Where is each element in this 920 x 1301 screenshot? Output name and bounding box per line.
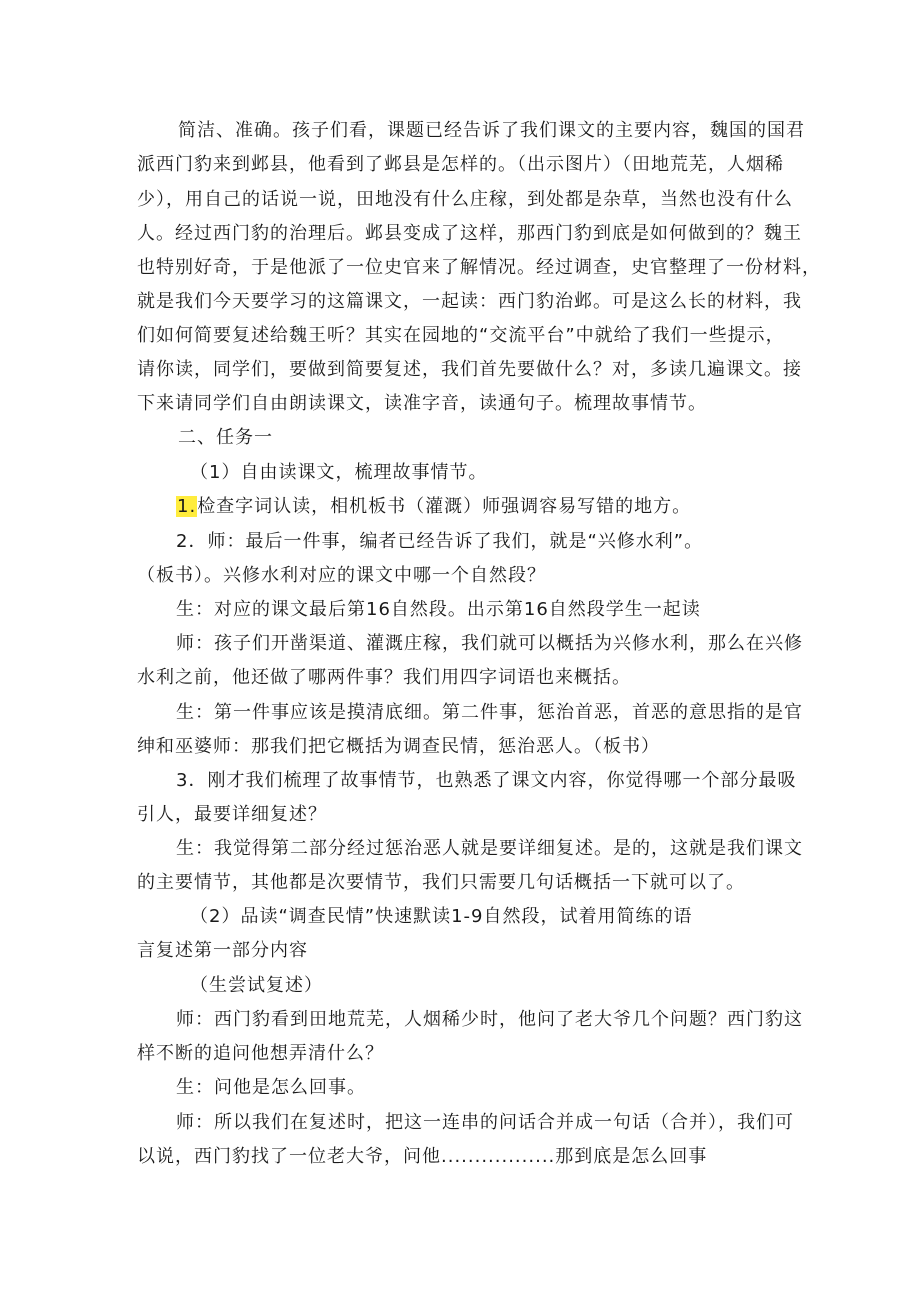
student-answer: 的主要情节，其他都是次要情节，我们只需要几句话概括一下就可以了。	[137, 872, 745, 893]
subsection-1-title: （1）自由读课文，梳理故事情节。	[190, 462, 488, 483]
paragraph-line: 请你读，同学们，要做到简要复述，我们首先要做什么？对，多读几遍课文。接	[137, 359, 802, 380]
item-1	[176, 494, 691, 520]
item-2-line: （板书）。兴修水利对应的课文中哪一个自然段？	[137, 565, 546, 586]
item-3-line: 引人，最要详细复述？	[137, 804, 327, 825]
paragraph-line: 就是我们今天要学习的这篇课文，一起读：西门豹治邺。可是这么长的材料，我	[137, 291, 802, 312]
teacher-line: 样不断的追问他想弄清什么？	[137, 1043, 384, 1064]
paragraph-line: 少），用自己的话说一说，田地没有什么庄稼，到处都是杂草，当然也没有什么	[137, 189, 793, 210]
paragraph-line: 简洁、准确。孩子们看，课题已经告诉了我们课文的主要内容，魏国的国君	[178, 120, 805, 141]
section-heading: 二、任务一	[178, 427, 273, 448]
teacher-line: 以说，西门豹找了一位老大爷，问他.................那到底是怎么回事	[137, 1146, 708, 1167]
subsection-2-title: （2）品读“调查民情”快速默读1-9自然段，试着用简练的语	[190, 906, 693, 927]
student-try-note: （生尝试复述）	[190, 975, 323, 996]
teacher-line: 师：西门豹看到田地荒芜，人烟稀少时，他问了老大爷几个问题？西门豹这	[176, 1009, 803, 1030]
paragraph-line: 下来请同学们自由朗读课文，读准字音，读通句子。梳理故事情节。	[137, 393, 707, 414]
student-answer: 生：第一件事应该是摸清底细。第二件事，惩治首恶，首恶的意思指的是官	[176, 702, 803, 723]
item-3-line: 3．刚才我们梳理了故事情节，也熟悉了课文内容，你觉得哪一个部分最吸	[176, 770, 797, 791]
item-2-line: 2．师：最后一件事，编者已经告诉了我们，就是“兴修水利”。	[176, 531, 704, 552]
paragraph-line: 也特别好奇，于是他派了一位史官来了解情况。经过调查，史官整理了一份材料，	[137, 257, 821, 278]
item-1-text: 检查字词认读，相机板书（灌溉）师强调容易写错的地方。	[197, 496, 692, 517]
student-answer: 生：问他是怎么回事。	[176, 1077, 366, 1098]
student-answer: 生：我觉得第二部分经过惩治恶人就是要详细复述。是的，这就是我们课文	[176, 838, 803, 859]
subsection-2-title: 言复述第一部分内容	[137, 940, 308, 961]
item-1-number: 1.	[177, 496, 197, 517]
paragraph-line: 人。经过西门豹的治理后。邺县变成了这样，那西门豹到底是如何做到的？魏王	[137, 223, 802, 244]
student-answer: 生：对应的课文最后第16自然段。出示第16自然段学生一起读	[176, 599, 701, 620]
teacher-line: 师：所以我们在复述时，把这一连串的问话合并成一句话（合并），我们可	[176, 1112, 794, 1133]
student-answer: 绅和巫婆师：那我们把它概括为调查民情，惩治恶人。（板书）	[137, 736, 660, 757]
teacher-line: 水利之前，他还做了哪两件事？我们用四字词语也来概括。	[137, 667, 631, 688]
paragraph-line: 们如何简要复述给魏王听？其实在园地的“交流平台”中就给了我们一些提示，	[137, 325, 785, 346]
teacher-line: 师：孩子们开凿渠道、灌溉庄稼，我们就可以概括为兴修水利，那么在兴修	[176, 633, 803, 654]
paragraph-line: 派西门豹来到邺县，他看到了邺县是怎样的。（出示图片）（田地荒芜，人烟稀	[137, 154, 784, 175]
